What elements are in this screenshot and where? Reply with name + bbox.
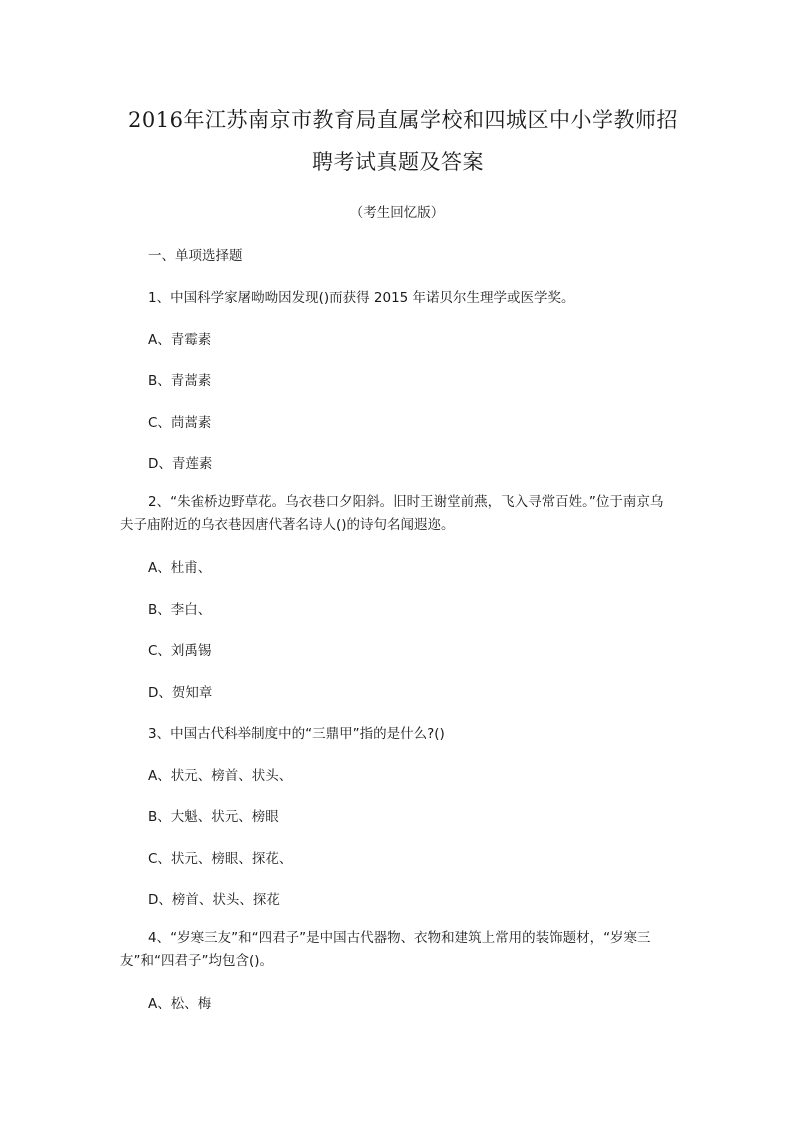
question-1-option-d: D、青莲素 bbox=[148, 456, 213, 472]
question-1-option-a: A、青霉素 bbox=[148, 332, 212, 348]
question-3-option-d: D、榜首、状头、探花 bbox=[148, 892, 280, 908]
question-2-option-d: D、贺知章 bbox=[148, 685, 213, 701]
subtitle: （考生回忆版） bbox=[349, 205, 445, 221]
question-3-option-b: B、大魁、状元、榜眼 bbox=[148, 809, 279, 825]
question-4-stem: 4、“岁寒三友”和“四君子”是中国古代器物、衣物和建筑上常用的装饰题材，“岁寒三友”和“四君子”均包含()。 bbox=[120, 930, 651, 969]
question-2-option-b: B、李白、 bbox=[148, 602, 212, 618]
question-3-stem: 3、中国古代科举制度中的“三鼎甲”指的是什么?() bbox=[148, 726, 445, 742]
question-4-option-a: A、松、梅 bbox=[148, 996, 212, 1012]
question-1-option-b: B、青蒿素 bbox=[148, 373, 212, 389]
page-title-line-1: 2016年江苏南京市教育局直属学校和四城区中小学教师招 bbox=[128, 108, 678, 132]
page-title-line-2: 聘考试真题及答案 bbox=[312, 150, 484, 174]
question-3-option-a: A、状元、榜首、状头、 bbox=[148, 768, 293, 784]
question-2-option-a: A、杜甫、 bbox=[148, 560, 212, 576]
question-1-option-c: C、茼蒿素 bbox=[148, 415, 212, 431]
question-2-option-c: C、刘禹锡 bbox=[148, 643, 212, 659]
question-1-stem: 1、中国科学家屠呦呦因发现()而获得 2015 年诺贝尔生理学或医学奖。 bbox=[148, 290, 575, 306]
section-heading: 一、单项选择题 bbox=[148, 248, 243, 264]
question-2-stem: 2、“朱雀桥边野草花。乌衣巷口夕阳斜。旧时王谢堂前燕，飞入寻常百姓。”位于南京乌夫子庙附近的乌衣巷因唐代著名诗人()的诗句名闻遐迩。 bbox=[120, 494, 664, 533]
question-3-option-c: C、状元、榜眼、探花、 bbox=[148, 851, 293, 867]
